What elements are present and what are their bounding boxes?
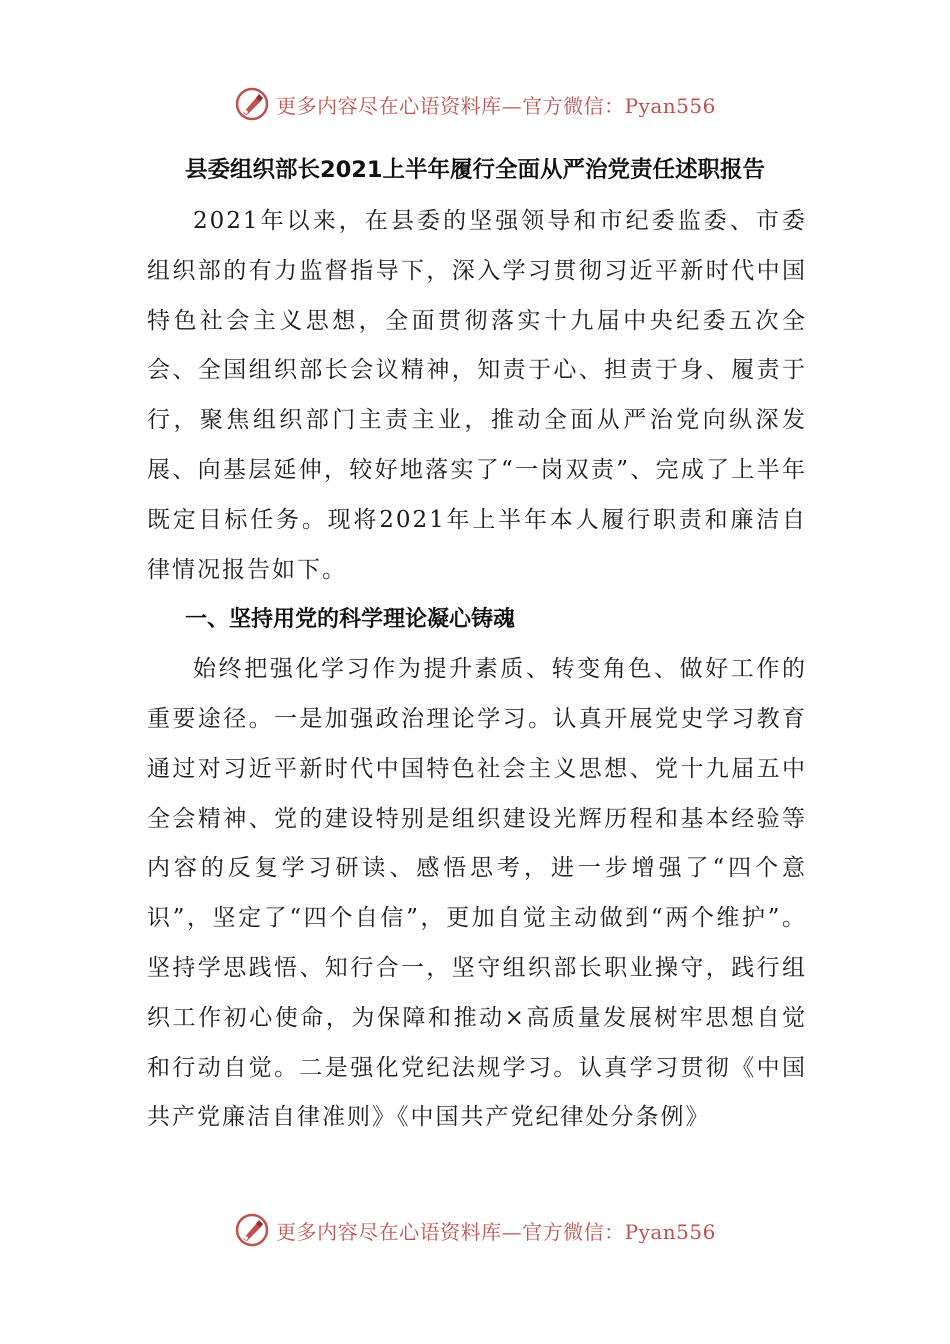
section-1-paragraph: 始终把强化学习作为提升素质、转变角色、做好工作的重要途径。一是加强政治理论学习。认真开展党史学习教育通过对习近平新时代中国特色社会主义思想、党十九届五中全会精神、党的建设特别是组织建设光辉历程和基本经验等内容的反复学习研读、感悟思考，进一步增强了“四个意识”，坚定了“四个自信”，更加自觉主动做到“两个维护”。坚持学思践悟、知行合一，坚守组织部长职业操守，践行组织工作初心使命，为保障和推动×高质量发展树牢思想自觉和行动自觉。二是强化党纪法规学习。认真学习贯彻《中国共产党廉洁自律准则》《中国共产党纪律处分条例》 bbox=[147, 656, 807, 1131]
intro-paragraph: 2021年以来，在县委的坚强领导和市纪委监委、市委组织部的有力监督指导下，深入学习贯彻习近平新时代中国特色社会主义思想，全面贯彻落实十九届中央纪委五次全会、全国组织部长会议精神，知责于心、担责于身、履责于行，聚焦组织部门主责主业，推动全面从严治党向纵深发展、向基层延伸，较好地落实了“一岗双责”、完成了上半年既定目标任务。现将2021年上半年本人履行职责和廉洁自律情况报告如下。 bbox=[147, 208, 807, 583]
watermark-banner-bottom bbox=[0, 1208, 950, 1252]
section-heading-1: 一、坚持用党的科学理论凝心铸魂 bbox=[185, 607, 516, 633]
watermark-banner-top bbox=[0, 82, 950, 126]
watermark-text: 更多内容尽在心语资料库—官方微信：Pyan556 bbox=[276, 93, 716, 118]
document-body bbox=[147, 197, 807, 1143]
pen-nib-logo-icon bbox=[234, 86, 270, 122]
watermark-text: 更多内容尽在心语资料库—官方微信：Pyan556 bbox=[276, 1219, 716, 1244]
document-title: 县委组织部长2021上半年履行全面从严治党责任述职报告 bbox=[184, 157, 766, 183]
pen-nib-logo-icon bbox=[234, 1212, 270, 1248]
